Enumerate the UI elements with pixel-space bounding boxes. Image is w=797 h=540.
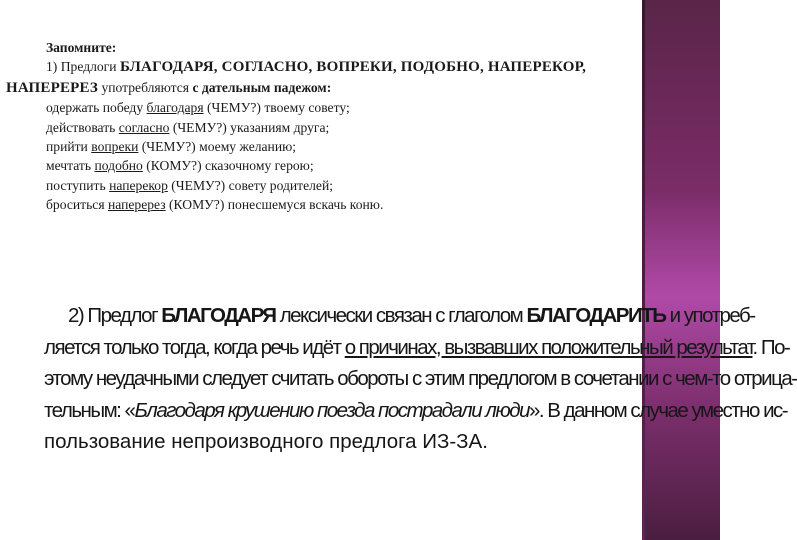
rule-2-text: тельным: « xyxy=(44,398,135,422)
example-text: одержать победу xyxy=(46,100,147,116)
rule-2-block xyxy=(44,300,797,458)
example-text: (ЧЕМУ?) совету родителей; xyxy=(167,177,334,193)
example-text: действовать xyxy=(46,119,119,135)
rule-2-text: лексически связан с глаголом xyxy=(275,304,527,327)
rule-title: Запомните: xyxy=(46,40,117,55)
rule-2-line-4 xyxy=(44,395,788,427)
rule-2-line-5 xyxy=(44,426,638,458)
example-line xyxy=(6,176,692,195)
example-preposition: подобно xyxy=(94,158,143,174)
rule-2-text: ». В данном случае уместно ис- xyxy=(529,398,788,422)
example-line xyxy=(6,118,692,137)
rule-1-block xyxy=(6,38,692,215)
rule-2-line-3 xyxy=(44,363,797,395)
rule-2-line-1-text xyxy=(68,300,755,332)
example-line xyxy=(6,156,692,175)
rule-2-underlined-phrase: о причинах, вызвавших положительный результат xyxy=(344,335,753,359)
rule-2-text: 2) Предлог xyxy=(68,304,162,327)
rule-2-line-2-text xyxy=(44,332,789,364)
rule-2-line-1 xyxy=(44,300,755,332)
example-text: (ЧЕМУ?) указаниям друга; xyxy=(169,119,330,135)
example-text: (КОМУ?) понесшемуся вскачь коню. xyxy=(165,197,384,213)
example-preposition: наперерез xyxy=(107,197,166,213)
example-line xyxy=(6,98,692,117)
example-preposition: вопреки xyxy=(91,139,139,155)
rule-2-text: пользование непроизводного предлога ИЗ-ЗА. xyxy=(44,430,488,454)
rule-1-intro-line xyxy=(6,57,692,77)
rule-2-text: этому неудачными следует считать обороты с этим предлогом в сочетании с чем-то отрица- xyxy=(44,367,797,391)
example-preposition: согласно xyxy=(118,119,170,135)
rule-2-line-2 xyxy=(44,332,790,364)
example-text: (ЧЕМУ?) твоему совету; xyxy=(203,100,350,116)
example-text: мечтать xyxy=(46,158,95,174)
rule-1-prepositions: БЛАГОДАРЯ, СОГЛАСНО, ВОПРЕКИ, ПОДОБНО, НАПЕРЕКОР, xyxy=(119,59,587,76)
example-text: поступить xyxy=(46,177,110,193)
rule-1-mid: употребляются xyxy=(98,79,193,95)
rule-1-preposition-naperrez: НАПЕРЕРЕЗ xyxy=(6,79,99,96)
example-preposition: благодаря xyxy=(146,100,204,116)
rule-2-text: ляется только тогда, когда речь идёт xyxy=(44,335,345,359)
example-line xyxy=(6,195,692,214)
rule-2-text: и употреб- xyxy=(665,304,755,327)
example-text: (ЧЕМУ?) моему желанию; xyxy=(138,139,297,155)
example-preposition: наперекор xyxy=(109,177,168,193)
rule-2-line-4-text xyxy=(44,395,787,427)
rule-2-keyword-verb: БЛАГОДАРИТЬ xyxy=(526,304,666,327)
rule-1-intro-line-2 xyxy=(6,78,692,98)
example-text: (КОМУ?) сказочному герою; xyxy=(142,158,314,174)
rule-1-case: с дательным падежом: xyxy=(192,79,332,95)
rule-1-prefix: 1) Предлоги xyxy=(46,59,120,75)
rule-2-italic-example: Благодаря крушению поезда пострадали люди xyxy=(134,398,529,422)
example-text: прийти xyxy=(46,139,92,155)
rule-2-keyword-preposition: БЛАГОДАРЯ xyxy=(161,304,276,327)
example-text: броситься xyxy=(46,197,108,213)
rule-2-text: . По- xyxy=(752,335,790,359)
example-line xyxy=(6,137,692,156)
